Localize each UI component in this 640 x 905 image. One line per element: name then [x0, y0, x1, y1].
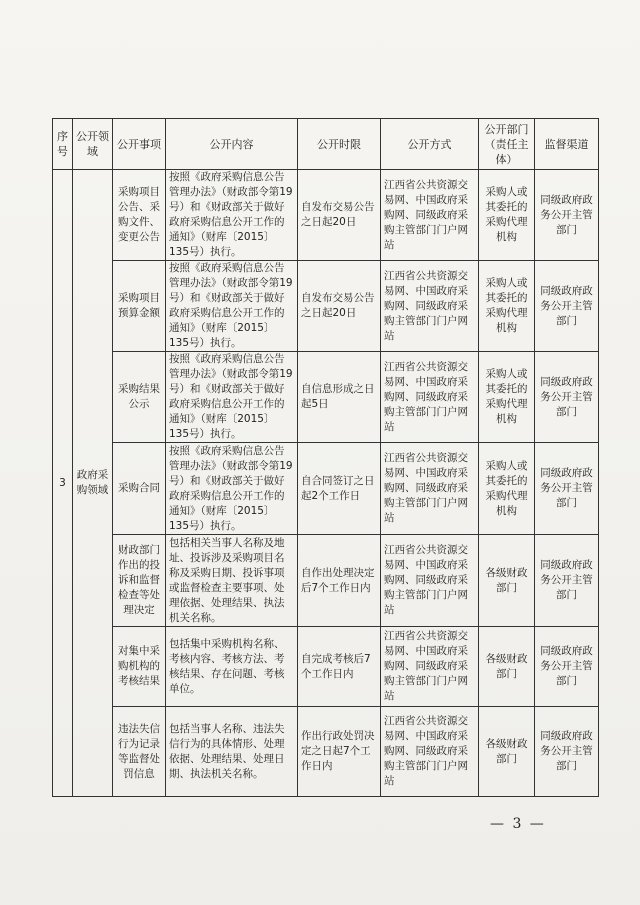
item-cell: 采购结果公示 — [113, 352, 166, 443]
time-cell: 自信息形成之日起5日 — [298, 352, 381, 443]
area-cell: 政府采购领域 — [73, 170, 113, 797]
way-cell: 江西省公共资源交易网、中国政府采购网、同级政府采购主管部门门户网站 — [381, 443, 479, 535]
way-cell: 江西省公共资源交易网、中国政府采购网、同级政府采购主管部门门户网站 — [381, 535, 479, 627]
dept-cell: 各级财政部门 — [479, 707, 535, 797]
dept-cell: 各级财政部门 — [479, 535, 535, 627]
table-row — [53, 352, 599, 443]
dept-cell: 采购人或其委托的采购代理机构 — [479, 261, 535, 352]
content-cell: 包括相关当事人名称及地址、投诉涉及采购项目名称及采购日期、投诉事项或监督检查主要事项、处理依据、处理结果、执法机关名称。 — [166, 535, 298, 627]
header-way: 公开方式 — [381, 119, 479, 170]
dept-cell: 各级财政部门 — [479, 627, 535, 707]
supervise-cell: 同级政府政务公开主管部门 — [535, 535, 599, 627]
supervise-cell: 同级政府政务公开主管部门 — [535, 170, 599, 261]
table-row — [53, 627, 599, 707]
supervise-cell: 同级政府政务公开主管部门 — [535, 261, 599, 352]
way-cell: 江西省公共资源交易网、中国政府采购网、同级政府采购主管部门门户网站 — [381, 627, 479, 707]
header-seq: 序号 — [53, 119, 73, 170]
supervise-cell: 同级政府政务公开主管部门 — [535, 627, 599, 707]
table-header-row — [53, 119, 599, 170]
content-cell: 按照《政府采购信息公告管理办法》（财政部令第19号）和《财政部关于做好政府采购信息公开工作的通知》（财库〔2015〕135号）执行。 — [166, 352, 298, 443]
supervise-cell: 同级政府政务公开主管部门 — [535, 443, 599, 535]
time-cell: 自合同签订之日起2个工作日 — [298, 443, 381, 535]
way-cell: 江西省公共资源交易网、中国政府采购网、同级政府采购主管部门门户网站 — [381, 261, 479, 352]
time-cell: 作出行政处罚决定之日起7个工作日内 — [298, 707, 381, 797]
way-cell: 江西省公共资源交易网、中国政府采购网、同级政府采购主管部门门户网站 — [381, 352, 479, 443]
table-row — [53, 707, 599, 797]
table-row — [53, 261, 599, 352]
content-cell: 包括当事人名称、违法失信行为的具体情形、处理依据、处理结果、处理日期、执法机关名称。 — [166, 707, 298, 797]
item-cell: 违法失信行为记录等监督处罚信息 — [113, 707, 166, 797]
way-cell: 江西省公共资源交易网、中国政府采购网、同级政府采购主管部门门户网站 — [381, 707, 479, 797]
header-time: 公开时限 — [298, 119, 381, 170]
table-row — [53, 170, 599, 261]
table-row — [53, 443, 599, 535]
content-cell: 按照《政府采购信息公告管理办法》（财政部令第19号）和《财政部关于做好政府采购信息公开工作的通知》（财库〔2015〕135号）执行。 — [166, 170, 298, 261]
item-cell: 财政部门作出的投诉和监督检查等处理决定 — [113, 535, 166, 627]
item-cell: 采购项目预算金额 — [113, 261, 166, 352]
seq-cell: 3 — [53, 170, 73, 797]
header-supervise: 监督渠道 — [535, 119, 599, 170]
content-cell: 包括集中采购机构名称、考核内容、考核方法、考核结果、存在问题、考核单位。 — [166, 627, 298, 707]
supervise-cell: 同级政府政务公开主管部门 — [535, 707, 599, 797]
time-cell: 自发布交易公告之日起20日 — [298, 170, 381, 261]
dept-cell: 采购人或其委托的采购代理机构 — [479, 443, 535, 535]
dept-cell: 采购人或其委托的采购代理机构 — [479, 352, 535, 443]
header-area: 公开领域 — [73, 119, 113, 170]
header-item: 公开事项 — [113, 119, 166, 170]
page-number: — 3 — — [490, 816, 546, 832]
item-cell: 采购合同 — [113, 443, 166, 535]
content-cell: 按照《政府采购信息公告管理办法》（财政部令第19号）和《财政部关于做好政府采购信息公开工作的通知》（财库〔2015〕135号）执行。 — [166, 261, 298, 352]
time-cell: 自发布交易公告之日起20日 — [298, 261, 381, 352]
time-cell: 自作出处理决定后7个工作日内 — [298, 535, 381, 627]
disclosure-table — [52, 118, 599, 797]
supervise-cell: 同级政府政务公开主管部门 — [535, 352, 599, 443]
way-cell: 江西省公共资源交易网、中国政府采购网、同级政府采购主管部门门户网站 — [381, 170, 479, 261]
header-dept: 公开部门（责任主体） — [479, 119, 535, 170]
table-row — [53, 535, 599, 627]
item-cell: 对集中采购机构的考核结果 — [113, 627, 166, 707]
content-cell: 按照《政府采购信息公告管理办法》（财政部令第19号）和《财政部关于做好政府采购信息公开工作的通知》（财库〔2015〕135号）执行。 — [166, 443, 298, 535]
time-cell: 自完成考核后7个工作日内 — [298, 627, 381, 707]
header-content: 公开内容 — [166, 119, 298, 170]
item-cell: 采购项目公告、采购文件、变更公告 — [113, 170, 166, 261]
dept-cell: 采购人或其委托的采购代理机构 — [479, 170, 535, 261]
